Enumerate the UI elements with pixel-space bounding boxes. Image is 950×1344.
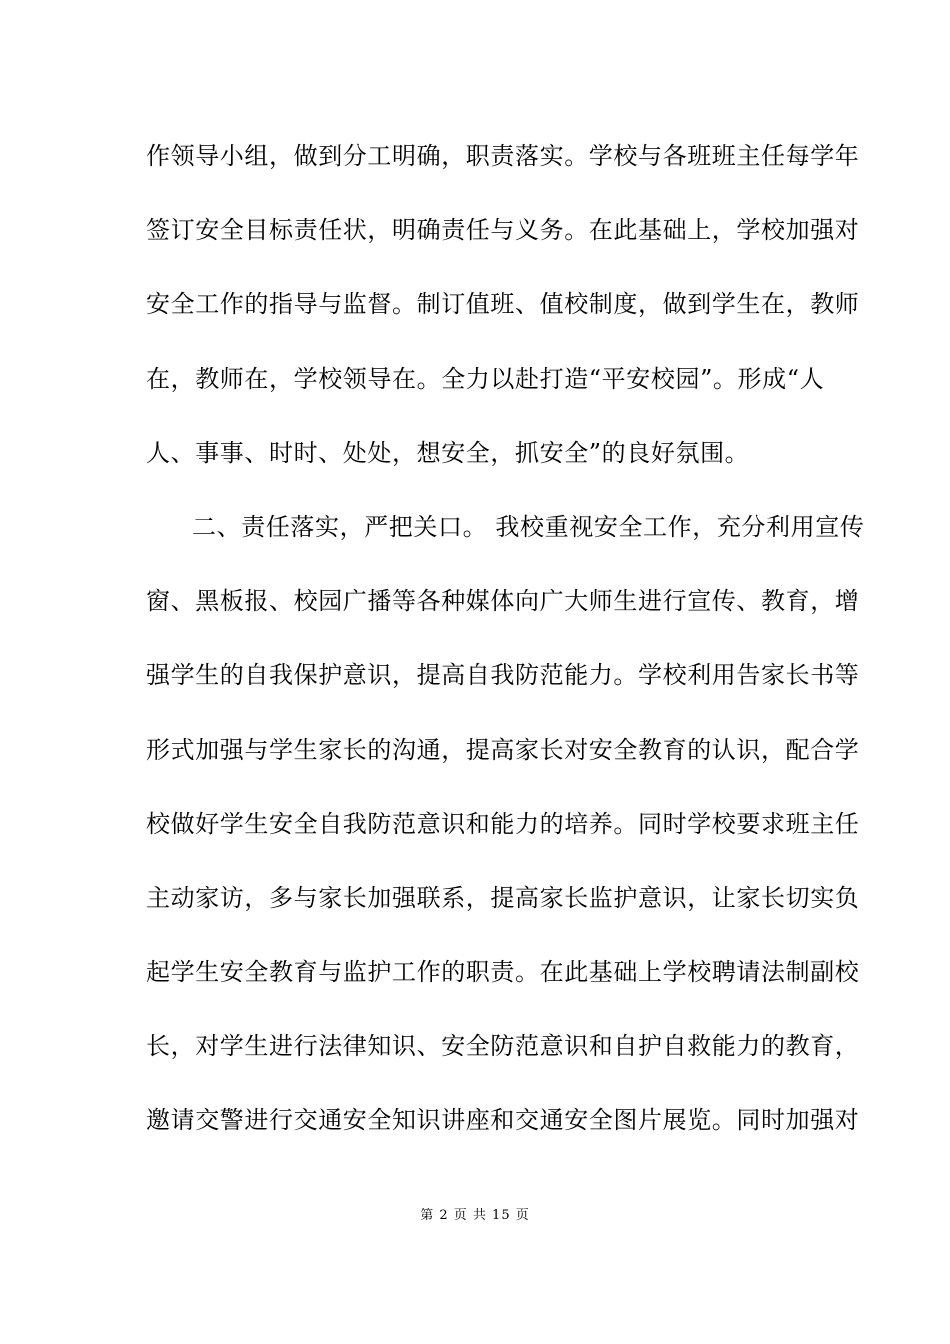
text-line: 安全工作的指导与监督。制订值班、值校制度，做到学生在，教师 xyxy=(146,290,860,319)
text-line: 形式加强与学生家长的沟通，提高家长对安全教育的认识，配合学 xyxy=(146,735,860,764)
text-line: 人、事事、时时、处处，想安全，抓安全”的良好氛围。 xyxy=(146,438,750,467)
text-line: 强学生的自我保护意识，提高自我防范能力。学校利用告家长书等 xyxy=(146,661,860,690)
text-line: 长，对学生进行法律知识、安全防范意识和自护自救能力的教育， xyxy=(146,1032,860,1061)
body-text xyxy=(146,128,865,1167)
section-heading-line: 二、责任落实，严把关口。 我校重视安全工作，充分利用宣传 xyxy=(192,512,865,541)
text-line: 签订安全目标责任状，明确责任与义务。在此基础上，学校加强对 xyxy=(146,216,860,245)
text-line: 在，教师在，学校领导在。全力以赴打造“平安校园”。形成“人 xyxy=(146,364,825,393)
text-line: 邀请交警进行交通安全知识讲座和交通安全图片展览。同时加强对 xyxy=(146,1106,860,1135)
text-line: 校做好学生安全自我防范意识和能力的培养。同时学校要求班主任 xyxy=(146,809,860,838)
text-line: 作领导小组，做到分工明确，职责落实。学校与各班班主任每学年 xyxy=(146,142,860,170)
text-line: 起学生安全教育与监护工作的职责。在此基础上学校聘请法制副校 xyxy=(146,958,860,987)
page-number-footer: 第 2 页 共 15 页 xyxy=(420,1208,530,1223)
text-line: 窗、黑板报、校园广播等各种媒体向广大师生进行宣传、教育，增 xyxy=(146,587,860,616)
text-line: 主动家访，多与家长加强联系，提高家长监护意识，让家长切实负 xyxy=(146,883,860,912)
